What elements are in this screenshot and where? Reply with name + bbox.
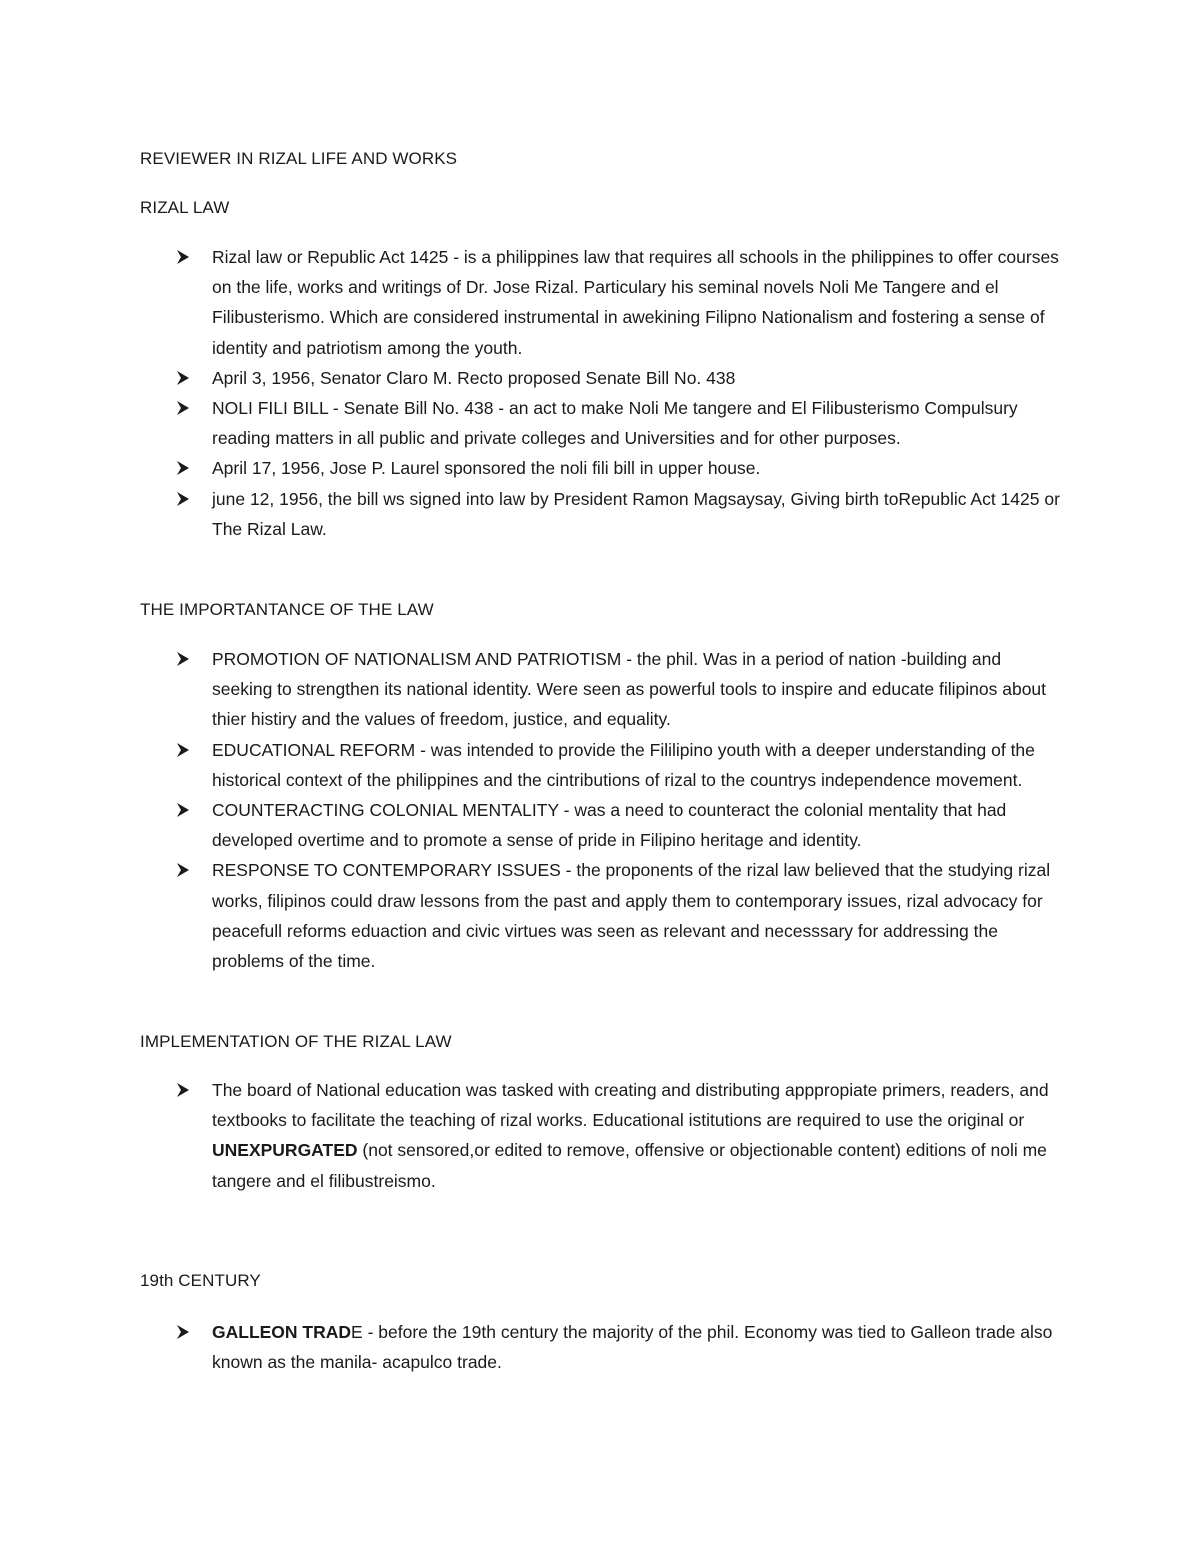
list-item bbox=[140, 484, 1065, 544]
list-item-text: April 3, 1956, Senator Claro M. Recto proposed Senate Bill No. 438 bbox=[212, 367, 736, 388]
arrowhead-bullet-icon bbox=[176, 492, 190, 506]
list-item-text: PROMOTION OF NATIONALISM AND PATRIOTISM - the phil. Was in a period of nation -building and seeking to strengthen its national identity. Were seen as powerful tools to inspire and educate filipinos about thier histiry and the values of freedom, justice, and equality. bbox=[212, 649, 1047, 730]
document-title: REVIEWER IN RIZAL LIFE AND WORKS bbox=[140, 149, 458, 168]
implementation-list bbox=[140, 1075, 1065, 1196]
arrowhead-bullet-icon bbox=[176, 803, 190, 817]
list-item bbox=[140, 453, 1065, 483]
list-item bbox=[140, 363, 1065, 393]
bold-term-unexpurgated: UNEXPURGATED bbox=[212, 1140, 358, 1161]
list-item-text: COUNTERACTING COLONIAL MENTALITY - was a need to counteract the colonial mentality that had developed overtime and to promote a sense of pride in Filipino heritage and identity. bbox=[212, 800, 1007, 851]
list-item bbox=[140, 795, 1065, 855]
arrowhead-bullet-icon bbox=[176, 250, 190, 264]
list-item bbox=[140, 393, 1065, 453]
list-item-text: April 17, 1956, Jose P. Laurel sponsored the noli fili bill in upper house. bbox=[212, 458, 761, 479]
arrowhead-bullet-icon bbox=[176, 1083, 190, 1097]
list-item-text bbox=[212, 1322, 1052, 1372]
arrowhead-bullet-icon bbox=[176, 371, 190, 385]
text-segment: E - before the 19th century the majority of the phil. Economy was tied to Galleon trade also known as the manila- acapulco trade. bbox=[212, 1322, 1053, 1373]
list-item bbox=[140, 735, 1065, 795]
text-segment: The board of National education was tasked with creating and distributing apppropiate primers, readers, and textbooks to facilitate the teaching of rizal works. Educational istitutions are required to use the original or bbox=[212, 1080, 1049, 1131]
list-item bbox=[140, 644, 1065, 735]
section-heading-importance: THE IMPORTANTANCE OF THE LAW bbox=[140, 600, 434, 619]
list-item bbox=[140, 242, 1065, 363]
list-item-text: RESPONSE TO CONTEMPORARY ISSUES - the proponents of the rizal law believed that the studying rizal works, filipinos could draw lessons from the past and apply them to contemporary issues, rizal advocacy for peacefull reforms eduaction and civic virtues was seen as relevant and necesssary for addressing the problems of the time. bbox=[212, 860, 1051, 972]
section-heading-19th-century: 19th CENTURY bbox=[140, 1271, 261, 1290]
list-item-text: Rizal law or Republic Act 1425 - is a philippines law that requires all schools in the philippines to offer courses on the life, works and writings of Dr. Jose Rizal. Particulary his seminal novels Noli Me Tangere and el Filibusterismo. Which are considered instrumental in awekining Filipno Nationalism and fostering a sense of identity and patriotism among the youth. bbox=[212, 247, 1059, 358]
arrowhead-bullet-icon bbox=[176, 743, 190, 757]
list-item bbox=[140, 1075, 1065, 1196]
bold-term-galleon-trade: GALLEON TRAD bbox=[212, 1322, 352, 1342]
arrowhead-bullet-icon bbox=[176, 461, 190, 475]
list-item bbox=[140, 855, 1065, 976]
list-item-text bbox=[212, 1080, 1049, 1191]
arrowhead-bullet-icon bbox=[176, 863, 190, 877]
arrowhead-bullet-icon bbox=[176, 401, 190, 415]
importance-list bbox=[140, 644, 1065, 976]
list-item-text: NOLI FILI BILL - Senate Bill No. 438 - an act to make Noli Me tangere and El Filibusterismo Compulsury reading matters in all public and private colleges and Universities and for other purposes. bbox=[212, 398, 1018, 449]
list-item-text: june 12, 1956, the bill ws signed into law by President Ramon Magsaysay, Giving birth toRepublic Act 1425 or The Rizal Law. bbox=[212, 488, 1060, 539]
section-heading-rizal-law: RIZAL LAW bbox=[140, 198, 230, 217]
rizal-law-list bbox=[140, 242, 1065, 544]
text-segment: (not sensored,or edited to remove, offensive or objectionable content) editions of noli me tangere and el filibustreismo. bbox=[212, 1140, 1047, 1191]
list-item bbox=[140, 1317, 1065, 1377]
arrowhead-bullet-icon bbox=[176, 652, 190, 666]
arrowhead-bullet-icon bbox=[176, 1325, 190, 1339]
section-heading-implementation: IMPLEMENTATION OF THE RIZAL LAW bbox=[140, 1032, 452, 1051]
century-list bbox=[140, 1317, 1065, 1377]
list-item-text: EDUCATIONAL REFORM - was intended to provide the Fililipino youth with a deeper understanding of the historical context of the philippines and the cintributions of rizal to the countrys independence movement. bbox=[212, 739, 1035, 790]
